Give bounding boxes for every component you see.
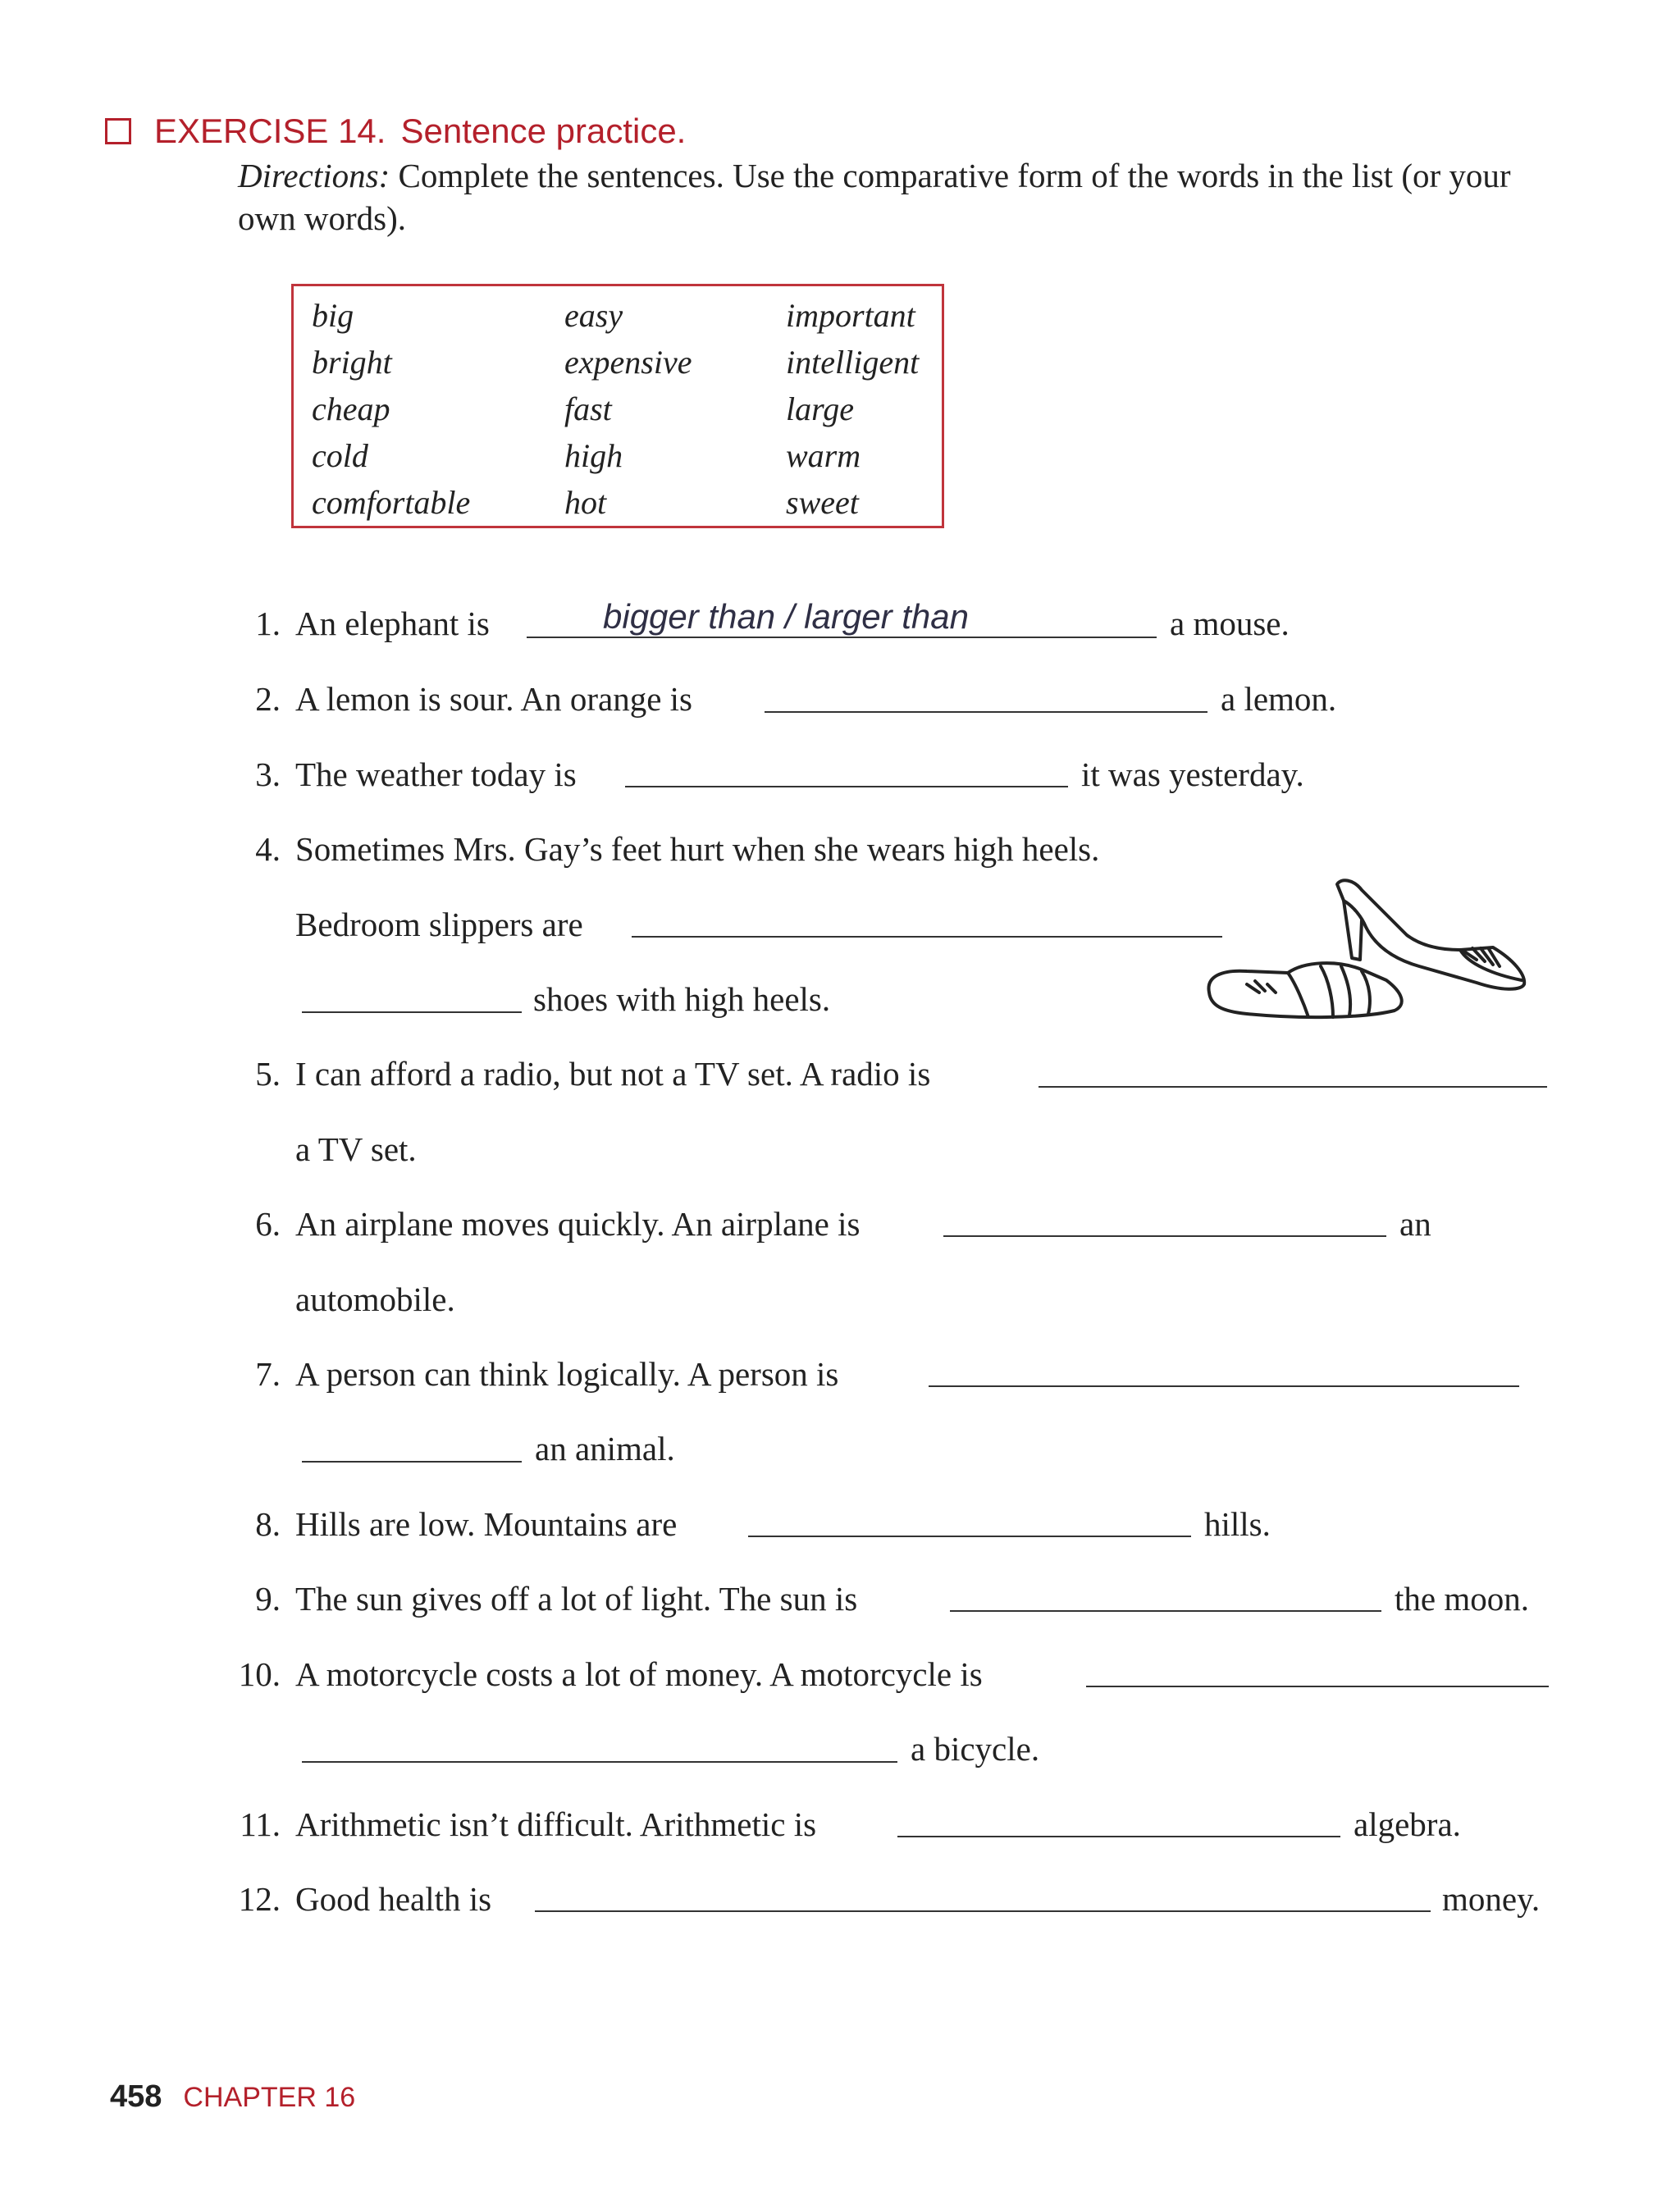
sentence-number: 2. <box>255 680 281 718</box>
answer-blank[interactable] <box>302 1761 897 1763</box>
answer-blank[interactable] <box>748 1536 1191 1537</box>
answer-blank[interactable] <box>1086 1686 1549 1687</box>
sentence-number: 9. <box>255 1580 281 1618</box>
word-item: intelligent <box>786 344 920 381</box>
sentence-text: money. <box>1442 1880 1541 1918</box>
sentence-number: 6. <box>255 1205 281 1243</box>
sentence-text: Good health is <box>295 1880 492 1918</box>
word-item: easy <box>564 297 623 334</box>
sentence-text: Bedroom slippers are <box>295 906 583 943</box>
sentence-number: 4. <box>255 830 281 868</box>
sentence-text: A person can think logically. A person is <box>295 1355 839 1393</box>
answer-blank[interactable] <box>632 936 1222 938</box>
directions-label: Directions: <box>238 157 390 194</box>
sentence-number: 11. <box>240 1805 281 1843</box>
answer-blank[interactable] <box>897 1836 1340 1837</box>
exercise-title: Sentence practice. <box>400 112 687 150</box>
directions-text: Complete the sentences. Use the comparative form of the words in the list (or your own words). <box>238 157 1511 237</box>
sentence-text: an <box>1399 1205 1431 1243</box>
answer-blank[interactable] <box>929 1385 1519 1387</box>
sentence-text: a lemon. <box>1221 680 1337 718</box>
word-list-box <box>291 284 944 528</box>
word-item: cheap <box>312 390 390 427</box>
sentence-text: Hills are low. Mountains are <box>295 1505 678 1543</box>
sentence-text: An elephant is <box>295 605 490 642</box>
sentence-number: 7. <box>255 1355 281 1393</box>
sentence-number: 1. <box>255 605 281 642</box>
sentence-text: The sun gives off a lot of light. The sun is <box>295 1580 858 1618</box>
answer-blank[interactable] <box>535 1910 1431 1912</box>
page-footer <box>110 2079 355 2115</box>
sentence-text: automobile. <box>295 1280 455 1318</box>
answer-text[interactable]: bigger than / larger than <box>603 597 969 636</box>
answer-blank[interactable] <box>527 637 1157 638</box>
sentence-text: I can afford a radio, but not a TV set. A radio is <box>295 1055 931 1093</box>
sentence-number: 8. <box>255 1505 281 1543</box>
answer-blank[interactable] <box>625 786 1068 787</box>
word-item: hot <box>564 484 607 521</box>
answer-blank[interactable] <box>302 1461 522 1463</box>
answer-blank[interactable] <box>943 1235 1386 1237</box>
sentence-number: 5. <box>255 1055 281 1093</box>
sentence-number: 10. <box>238 1655 281 1693</box>
answer-blank[interactable] <box>765 711 1208 713</box>
word-item: important <box>786 297 915 334</box>
sentence-text: a mouse. <box>1170 605 1290 642</box>
sentence-number: 3. <box>255 755 281 793</box>
sentence-text: The weather today is <box>295 755 577 793</box>
answer-blank[interactable] <box>302 1011 522 1013</box>
directions <box>238 154 1518 240</box>
sentence-number: 12. <box>238 1880 281 1918</box>
answer-blank[interactable] <box>1039 1086 1547 1088</box>
page-number: 458 <box>110 2079 162 2114</box>
word-item: bright <box>312 344 392 381</box>
word-item: large <box>786 390 854 427</box>
sentence-text: it was yesterday. <box>1081 755 1304 793</box>
sentence-text: the moon. <box>1395 1580 1529 1618</box>
word-item: high <box>564 437 623 474</box>
sentence-text: a bicycle. <box>911 1730 1040 1768</box>
sentence-text: hills. <box>1204 1505 1271 1543</box>
word-item: warm <box>786 437 861 474</box>
checkbox-icon[interactable] <box>105 118 131 144</box>
word-item: cold <box>312 437 368 474</box>
sentence-text: An airplane moves quickly. An airplane is <box>295 1205 861 1243</box>
word-item: big <box>312 297 354 334</box>
exercise-label: EXERCISE 14. <box>154 112 386 150</box>
sentence-text: an animal. <box>535 1430 675 1467</box>
shoes-illustration <box>1198 869 1550 1034</box>
sentence-text: A lemon is sour. An orange is <box>295 680 693 718</box>
word-item: expensive <box>564 344 692 381</box>
word-item: fast <box>564 390 612 427</box>
sentence-text: A motorcycle costs a lot of money. A motorcycle is <box>295 1655 983 1693</box>
sentence-text: algebra. <box>1354 1805 1461 1843</box>
word-item: sweet <box>786 484 859 521</box>
answer-blank[interactable] <box>950 1610 1381 1612</box>
sentence-text: Arithmetic isn’t difficult. Arithmetic is <box>295 1805 817 1843</box>
word-item: comfortable <box>312 484 471 521</box>
chapter-label: CHAPTER 16 <box>183 2082 356 2113</box>
exercise-header <box>105 112 686 151</box>
sentence-text: shoes with high heels. <box>533 980 831 1018</box>
sentence-text: Sometimes Mrs. Gay’s feet hurt when she wears high heels. <box>295 830 1100 868</box>
sentence-text: a TV set. <box>295 1130 417 1168</box>
